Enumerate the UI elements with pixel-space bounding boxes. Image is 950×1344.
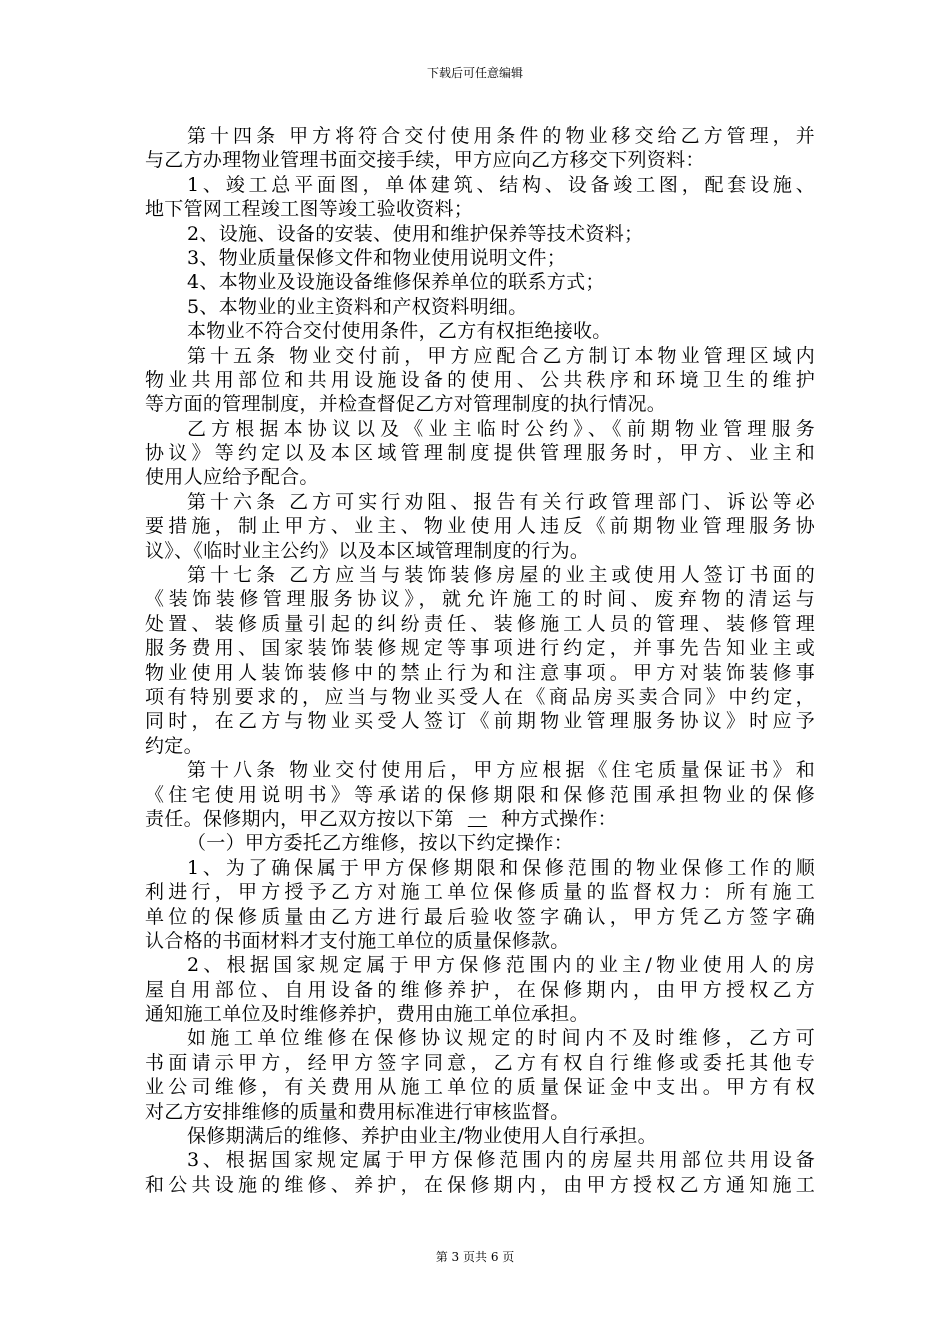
line-text: 约定。 [145,734,203,757]
text-line [145,1124,815,1148]
text-line [145,807,815,831]
line-text: 第十四条 甲方将符合交付使用条件的物业移交给乙方管理，并 [187,125,815,147]
document-body [145,124,815,1197]
line-text: 议》、《临时业主公约》以及本区域管理制度的行为。 [145,539,590,562]
line-text: 屋自用部位、自用设备的维修养护，在保修期内，由甲方授权乙方 [145,978,815,1001]
line-text: 对乙方安排维修的质量和费用标准进行审核监督。 [145,1100,570,1123]
text-line [145,978,815,1002]
line-text: 项有特别要求的，应当与物业买受人在《商品房买卖合同》中约定， [145,685,815,708]
text-line [145,734,815,758]
text-line [145,783,815,807]
line-text: 服务费用、国家装饰装修规定等事项进行约定，并事先告知业主或 [145,637,815,660]
line-text: 责任。保修期内，甲乙双方按以下第 [145,807,454,830]
text-line [145,1075,815,1099]
text-line [145,148,815,172]
line-text: 1、竣工总平面图，单体建筑、结构、设备竣工图，配套设施、 [187,173,815,196]
line-text: 1、为了确保属于甲方保修期限和保修范围的物业保修工作的顺 [187,856,815,879]
line-text: 认合格的书面材料才支付施工单位的质量保修款。 [145,929,570,952]
line-text: 书面请示甲方，经甲方签字同意，乙方有权自行维修或委托其他专 [145,1051,815,1074]
text-line [145,880,815,904]
text-line [145,539,815,563]
line-text-after-blank: 种方式操作： [501,807,617,830]
text-line [145,197,815,221]
line-text: 使用人应给予配合。 [145,466,319,489]
line-text: 第十六条 乙方可实行劝阻、报告有关行政管理部门、诉讼等必 [187,490,815,513]
line-text: 单位的保修质量由乙方进行最后验收签字确认，甲方凭乙方签字确 [145,905,815,928]
line-text: 和公共设施的维修、养护，在保修期内，由甲方授权乙方通知施工 [145,1173,815,1196]
text-line [145,124,815,148]
text-line [145,1100,815,1124]
line-text: 5、本物业的业主资料和产权资料明细。 [187,295,528,318]
text-line [145,587,815,611]
line-text: 第十八条 物业交付使用后，甲方应根据《住宅质量保证书》和 [187,759,815,782]
text-line [145,661,815,685]
text-line [145,831,815,855]
text-line [145,1002,815,1026]
line-text: 本物业不符合交付使用条件，乙方有权拒绝接收。 [187,320,612,343]
text-line [145,465,815,489]
line-text: 物业共用部位和共用设施设备的使用、公共秩序和环境卫生的维护 [145,368,815,391]
page-footer: 第 3 页共 6 页 [435,1250,515,1264]
line-text: 协议》等约定以及本区域管理制度提供管理服务时，甲方、业主和 [145,442,815,465]
text-line [145,417,815,441]
text-line [145,222,815,246]
line-text: 《装饰装修管理服务协议》，就允许施工的时间、废弃物的清运与 [145,588,815,611]
text-line [145,563,815,587]
line-text: （一）甲方委托乙方维修，按以下约定操作： [187,832,574,855]
text-line [145,1051,815,1075]
text-line [145,636,815,660]
text-line [145,344,815,368]
line-text: 第十五条 物业交付前，甲方应配合乙方制订本物业管理区域内 [187,344,815,367]
text-line [145,392,815,416]
line-text: 处置、装修质量引起的纠纷责任、装修施工人员的管理、装修管理 [145,612,815,635]
text-line [145,758,815,782]
text-line [145,173,815,197]
text-line [145,953,815,977]
text-line [145,1026,815,1050]
line-text: 乙方根据本协议以及《业主临时公约》、《前期物业管理服务 [187,417,815,440]
line-text: 4、本物业及设施设备维修保养单位的联系方式； [187,271,605,294]
text-line [145,709,815,733]
text-line [145,929,815,953]
text-line [145,319,815,343]
text-line [145,1173,815,1197]
line-text: 2、根据国家规定属于甲方保修范围内的业主/物业使用人的房 [187,954,815,977]
line-text: 如施工单位维修在保修协议规定的时间内不及时维修，乙方可 [187,1027,815,1050]
line-text: 同时，在乙方与物业买受人签订《前期物业管理服务协议》时应予 [145,710,815,733]
text-line [145,490,815,514]
text-line [145,295,815,319]
line-text: 2、设施、设备的安装、使用和维护保养等技术资料； [187,222,644,245]
text-line [145,1148,815,1172]
text-line [145,368,815,392]
text-line [145,246,815,270]
line-text: 3、根据国家规定属于甲方保修范围内的房屋共用部位共用设备 [187,1149,815,1172]
text-line [145,685,815,709]
line-text: 地下管网工程竣工图等竣工验收资料； [145,198,474,221]
page-header: 下载后可任意编辑 [426,66,523,80]
line-text: 物业使用人装饰装修中的禁止行为和注意事项。甲方对装饰装修事 [145,661,815,684]
line-text: 利进行，甲方授予乙方对施工单位保修质量的监督权力：所有施工 [145,881,815,904]
fill-in-blank: 一 [467,807,488,830]
line-text: 3、物业质量保修文件和物业使用说明文件； [187,246,567,269]
text-line [145,905,815,929]
line-text: 与乙方办理物业管理书面交接手续，甲方应向乙方移交下列资料： [145,149,705,172]
line-text: 《住宅使用说明书》等承诺的保修期限和保修范围承担物业的保修 [145,783,815,806]
text-line [145,441,815,465]
text-line [145,514,815,538]
line-text: 等方面的管理制度，并检查督促乙方对管理制度的执行情况。 [145,393,667,416]
line-text: 通知施工单位及时维修养护，费用由施工单位承担。 [145,1003,589,1026]
line-text: 保修期满后的维修、养护由业主/物业使用人自行承担。 [187,1125,657,1148]
text-line [145,270,815,294]
text-line [145,612,815,636]
text-line [145,856,815,880]
line-text: 第十七条 乙方应当与装饰装修房屋的业主或使用人签订书面的 [187,564,815,587]
line-text: 要措施，制止甲方、业主、物业使用人违反《前期物业管理服务协 [145,515,815,538]
line-text: 业公司维修，有关费用从施工单位的质量保证金中支出。甲方有权 [145,1076,815,1099]
